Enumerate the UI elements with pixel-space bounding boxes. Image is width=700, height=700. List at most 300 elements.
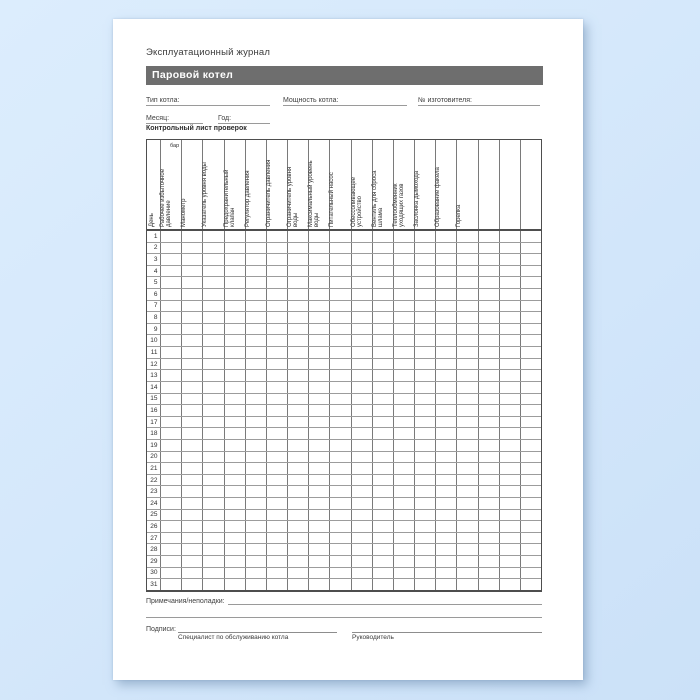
check-cell [181, 428, 202, 439]
check-cell [160, 359, 181, 370]
day-number-cell: 12 [150, 360, 158, 368]
check-cell [245, 301, 266, 312]
check-cell [456, 324, 477, 335]
check-cell [308, 243, 329, 254]
check-cell [181, 370, 202, 381]
check-cell [266, 266, 287, 277]
check-cell [202, 475, 223, 486]
check-cell [329, 417, 350, 428]
check-cell [393, 417, 414, 428]
table-header-cell [351, 140, 372, 229]
check-cell [245, 324, 266, 335]
check-cell [499, 231, 520, 242]
check-cell [224, 359, 245, 370]
check-cell [181, 579, 202, 590]
day-number-cell: 17 [150, 418, 158, 426]
check-cell [329, 231, 350, 242]
check-cell [245, 510, 266, 521]
check-cell [456, 347, 477, 358]
check-cell [202, 417, 223, 428]
check-cell [308, 335, 329, 346]
check-cell [287, 335, 308, 346]
check-cell [520, 579, 541, 590]
check-cell [372, 556, 393, 567]
check-cell [160, 254, 181, 265]
check-cell [414, 231, 435, 242]
check-cell [224, 405, 245, 416]
check-cell [478, 556, 499, 567]
check-cell [329, 510, 350, 521]
table-header-cell [456, 140, 477, 229]
check-cell [456, 254, 477, 265]
check-cell [181, 231, 202, 242]
check-cell [329, 440, 350, 451]
check-cell [351, 498, 372, 509]
check-cell [393, 335, 414, 346]
day-number-cell: 24 [150, 499, 158, 507]
check-cell [329, 475, 350, 486]
check-cell [308, 301, 329, 312]
check-cell [456, 498, 477, 509]
check-cell [181, 463, 202, 474]
check-cell [245, 417, 266, 428]
check-cell [478, 382, 499, 393]
check-cell [372, 231, 393, 242]
check-cell [351, 510, 372, 521]
check-cell [266, 486, 287, 497]
check-cell [160, 556, 181, 567]
check-cell [224, 521, 245, 532]
column-label: Предохранительный клапан [223, 169, 236, 227]
check-cell [414, 254, 435, 265]
check-cell [266, 324, 287, 335]
check-cell [308, 556, 329, 567]
check-cell [456, 486, 477, 497]
day-number-cell: 13 [150, 372, 158, 380]
check-cell [520, 324, 541, 335]
day-number-cell: 19 [150, 441, 158, 449]
check-cell [329, 277, 350, 288]
check-cell [456, 266, 477, 277]
day-number-cell: 5 [153, 279, 158, 287]
check-cell [202, 277, 223, 288]
check-cell [520, 417, 541, 428]
check-cell [308, 579, 329, 590]
check-cell [372, 266, 393, 277]
check-cell [202, 243, 223, 254]
check-cell [435, 335, 456, 346]
column-label: Регулятор давления [244, 170, 251, 227]
check-cell [372, 405, 393, 416]
check-cell [245, 289, 266, 300]
check-cell [478, 370, 499, 381]
check-cell [351, 243, 372, 254]
check-cell [329, 382, 350, 393]
check-cell [266, 417, 287, 428]
check-cell [287, 452, 308, 463]
check-cell [245, 370, 266, 381]
check-cell [224, 428, 245, 439]
check-cell [308, 347, 329, 358]
check-cell [287, 301, 308, 312]
check-cell [456, 463, 477, 474]
check-cell [520, 301, 541, 312]
check-cell [181, 475, 202, 486]
check-cell [224, 510, 245, 521]
check-cell [435, 452, 456, 463]
check-cell [435, 405, 456, 416]
field-year-label: Год: [218, 115, 232, 122]
check-cell [181, 498, 202, 509]
table-header-row [147, 140, 541, 231]
check-cell [329, 486, 350, 497]
table-header-cell [499, 140, 520, 229]
check-cell [351, 556, 372, 567]
check-cell [245, 382, 266, 393]
column-label [478, 155, 498, 227]
check-cell [393, 463, 414, 474]
check-cell [478, 335, 499, 346]
check-cell [202, 335, 223, 346]
check-cell [160, 301, 181, 312]
check-cell [202, 394, 223, 405]
table-row [147, 404, 541, 416]
check-cell [308, 359, 329, 370]
table-header-cell [478, 140, 499, 229]
check-cell [393, 277, 414, 288]
check-cell [435, 498, 456, 509]
check-cell [393, 243, 414, 254]
check-cell [287, 475, 308, 486]
check-cell [499, 475, 520, 486]
check-cell [478, 359, 499, 370]
check-cell [287, 347, 308, 358]
check-cell [202, 231, 223, 242]
check-cell [202, 533, 223, 544]
check-cell [499, 521, 520, 532]
check-cell [520, 568, 541, 579]
check-cell [456, 568, 477, 579]
check-cell [224, 475, 245, 486]
check-cell [287, 254, 308, 265]
check-cell [393, 405, 414, 416]
table-row [147, 369, 541, 381]
check-cell [414, 301, 435, 312]
table-row [147, 520, 541, 532]
check-cell [520, 440, 541, 451]
check-cell [499, 417, 520, 428]
check-cell [287, 312, 308, 323]
check-cell [329, 324, 350, 335]
table-row [147, 509, 541, 521]
check-cell [329, 266, 350, 277]
check-cell [224, 533, 245, 544]
check-cell [245, 533, 266, 544]
check-cell [329, 254, 350, 265]
check-cell [181, 347, 202, 358]
column-label: Обессоливающее устройство [350, 177, 363, 227]
check-cell [181, 394, 202, 405]
column-label: Манометр [181, 198, 188, 227]
check-cell [435, 521, 456, 532]
check-cell [224, 370, 245, 381]
day-column-label: День [149, 213, 155, 227]
check-cell [202, 498, 223, 509]
table-row [147, 497, 541, 509]
check-cell [329, 370, 350, 381]
check-cell [266, 498, 287, 509]
check-cell [499, 405, 520, 416]
check-cell [372, 370, 393, 381]
check-cell [499, 428, 520, 439]
check-cell [181, 440, 202, 451]
check-cell [181, 382, 202, 393]
check-cell [435, 301, 456, 312]
check-cell [202, 266, 223, 277]
check-cell [224, 243, 245, 254]
check-cell [224, 556, 245, 567]
field-month [146, 111, 203, 124]
check-cell [202, 347, 223, 358]
check-cell [224, 231, 245, 242]
checklist-table [146, 139, 542, 592]
check-cell [372, 359, 393, 370]
table-header-cell [329, 140, 350, 229]
check-cell [456, 556, 477, 567]
check-cell [499, 289, 520, 300]
check-cell [308, 405, 329, 416]
check-cell [414, 463, 435, 474]
table-header-cell [308, 140, 329, 229]
check-cell [372, 440, 393, 451]
check-cell [287, 382, 308, 393]
check-cell [287, 463, 308, 474]
check-cell [351, 544, 372, 555]
check-cell [245, 568, 266, 579]
check-cell [456, 382, 477, 393]
check-cell [499, 452, 520, 463]
table-row [147, 474, 541, 486]
check-cell [414, 312, 435, 323]
day-number-cell: 31 [150, 581, 158, 589]
check-cell [308, 394, 329, 405]
signature-line-1 [178, 619, 337, 633]
check-cell [414, 335, 435, 346]
check-cell [202, 428, 223, 439]
column-unit: бар [170, 143, 180, 149]
check-cell [308, 417, 329, 428]
check-cell [456, 394, 477, 405]
check-cell [266, 231, 287, 242]
check-cell [160, 498, 181, 509]
check-cell [181, 544, 202, 555]
check-cell [245, 440, 266, 451]
check-cell [499, 568, 520, 579]
check-cell [478, 544, 499, 555]
check-cell [160, 521, 181, 532]
check-cell [414, 289, 435, 300]
table-header-cell [224, 140, 245, 229]
check-cell [393, 579, 414, 590]
check-cell [266, 405, 287, 416]
check-cell [414, 243, 435, 254]
check-cell [478, 475, 499, 486]
check-cell [287, 544, 308, 555]
check-cell [372, 510, 393, 521]
check-cell [456, 521, 477, 532]
check-cell [224, 324, 245, 335]
check-cell [351, 266, 372, 277]
check-cell [372, 533, 393, 544]
check-cell [478, 231, 499, 242]
check-cell [499, 301, 520, 312]
check-cell [414, 452, 435, 463]
field-boiler-type [146, 93, 270, 106]
check-cell [308, 440, 329, 451]
check-cell [499, 544, 520, 555]
check-cell [160, 544, 181, 555]
check-cell [520, 510, 541, 521]
check-cell [351, 568, 372, 579]
check-cell [414, 521, 435, 532]
check-cell [372, 521, 393, 532]
check-cell [351, 475, 372, 486]
check-cell [499, 254, 520, 265]
check-cell [181, 266, 202, 277]
check-cell [499, 335, 520, 346]
check-cell [456, 475, 477, 486]
check-cell [456, 417, 477, 428]
check-cell [393, 475, 414, 486]
check-cell [351, 324, 372, 335]
check-cell [499, 266, 520, 277]
check-cell [478, 521, 499, 532]
field-boiler-power [283, 93, 407, 106]
check-cell [435, 243, 456, 254]
check-cell [478, 579, 499, 590]
day-number-cell: 29 [150, 557, 158, 565]
check-cell [520, 335, 541, 346]
check-cell [160, 475, 181, 486]
table-row [147, 416, 541, 428]
column-label: Образование факела [435, 167, 442, 227]
check-cell [308, 312, 329, 323]
check-cell [160, 579, 181, 590]
table-row [147, 253, 541, 265]
check-cell [224, 312, 245, 323]
check-cell [393, 510, 414, 521]
check-cell [351, 370, 372, 381]
check-cell [287, 440, 308, 451]
check-cell [478, 254, 499, 265]
day-number-cell: 15 [150, 395, 158, 403]
check-cell [456, 359, 477, 370]
table-row [147, 231, 541, 242]
check-cell [160, 405, 181, 416]
check-cell [160, 277, 181, 288]
field-year [218, 111, 270, 124]
check-cell [435, 382, 456, 393]
check-cell [287, 417, 308, 428]
check-cell [520, 312, 541, 323]
check-cell [181, 417, 202, 428]
check-cell [414, 324, 435, 335]
check-cell [456, 405, 477, 416]
check-cell [351, 347, 372, 358]
table-row [147, 462, 541, 474]
check-cell [435, 568, 456, 579]
check-cell [372, 452, 393, 463]
check-cell [245, 335, 266, 346]
check-cell [456, 533, 477, 544]
check-cell [520, 498, 541, 509]
check-cell [499, 312, 520, 323]
check-cell [329, 301, 350, 312]
check-cell [372, 579, 393, 590]
check-cell [351, 382, 372, 393]
check-cell [266, 521, 287, 532]
check-cell [202, 312, 223, 323]
day-number-cell: 3 [153, 256, 158, 264]
check-cell [499, 243, 520, 254]
day-number-cell: 8 [153, 314, 158, 322]
check-cell [456, 301, 477, 312]
check-cell [160, 370, 181, 381]
check-cell [160, 382, 181, 393]
check-cell [520, 359, 541, 370]
check-cell [266, 243, 287, 254]
check-cell [393, 312, 414, 323]
table-row [147, 300, 541, 312]
check-cell [435, 324, 456, 335]
day-number-cell: 4 [153, 267, 158, 275]
check-cell [351, 277, 372, 288]
check-cell [181, 254, 202, 265]
check-cell [372, 568, 393, 579]
check-cell [351, 394, 372, 405]
check-cell [520, 266, 541, 277]
check-cell [372, 382, 393, 393]
column-label: Максимальный уровень воды [308, 160, 321, 227]
check-cell [478, 533, 499, 544]
check-cell [266, 428, 287, 439]
check-cell [456, 452, 477, 463]
check-cell [329, 335, 350, 346]
check-cell [414, 405, 435, 416]
check-cell [414, 359, 435, 370]
check-cell [499, 579, 520, 590]
table-row [147, 451, 541, 463]
check-cell [414, 568, 435, 579]
check-cell [414, 475, 435, 486]
check-cell [245, 347, 266, 358]
check-cell [287, 579, 308, 590]
check-cell [160, 312, 181, 323]
check-cell [181, 289, 202, 300]
check-cell [435, 370, 456, 381]
check-cell [499, 382, 520, 393]
check-cell [393, 266, 414, 277]
check-cell [478, 463, 499, 474]
check-cell [160, 347, 181, 358]
check-cell [308, 533, 329, 544]
check-cell [372, 277, 393, 288]
check-cell [499, 359, 520, 370]
check-cell [202, 521, 223, 532]
check-cell [287, 289, 308, 300]
table-row [147, 393, 541, 405]
check-cell [499, 510, 520, 521]
